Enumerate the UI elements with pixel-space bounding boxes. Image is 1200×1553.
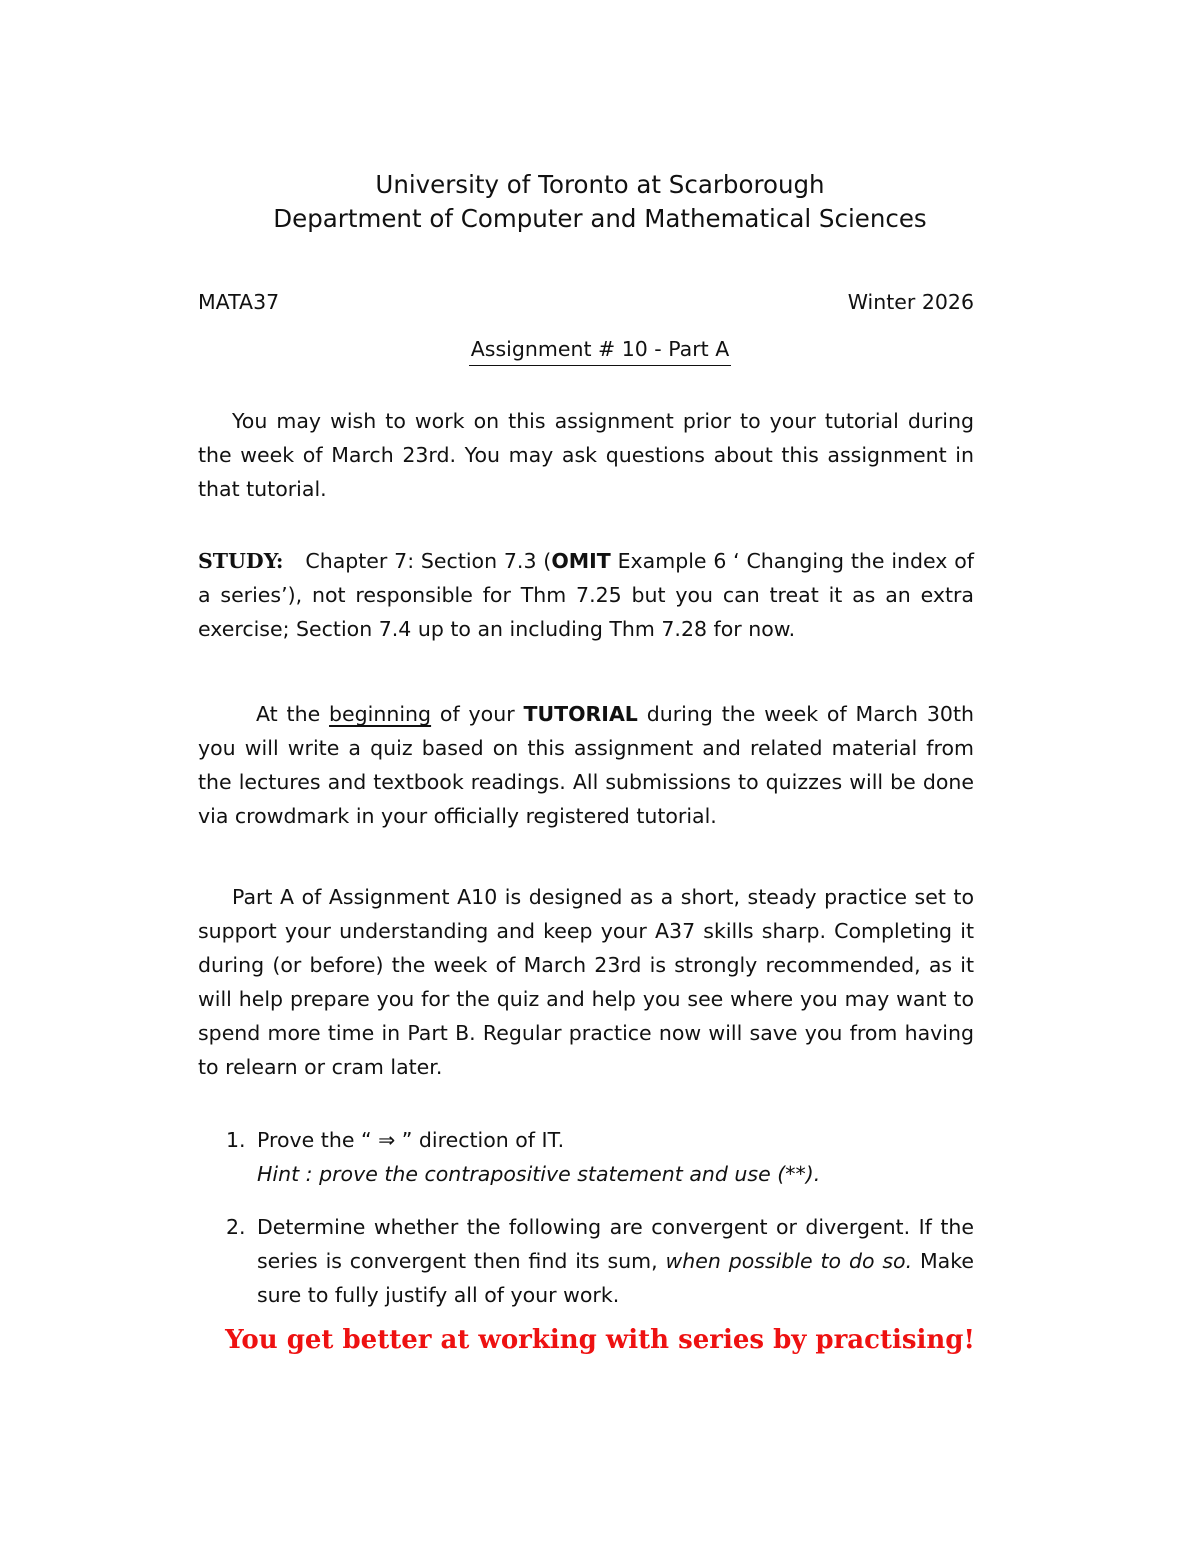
question-1-text: Prove the “ ⇒ ” direction of IT. — [257, 1128, 565, 1152]
course-row — [198, 290, 974, 314]
tutorial-text-2: of your — [431, 702, 524, 726]
study-omit: OMIT — [551, 549, 611, 573]
question-1-hint — [257, 1157, 974, 1191]
tutorial-word: TUTORIAL — [523, 702, 638, 726]
study-text-2: Example 6 ‘ Changing the index of a series’), not responsible for Thm 7.25 but you can treat it as an extra exercise; Section 7.4 up to an including Thm 7.28 for now. — [198, 549, 974, 641]
question-1 — [226, 1123, 974, 1191]
tutorial-text-3: during the week of March 30th you will write a quiz based on this assignment and related material from the lectures and textbook readings. All submissions to quizzes will be done via crowdmark in your officially registered tutorial. — [198, 702, 974, 828]
assignment-title — [0, 337, 1200, 366]
assignment-title-text: Assignment # 10 - Part A — [469, 337, 731, 366]
course-code: MATA37 — [198, 290, 280, 314]
study-text-1: Chapter 7: Section 7.3 ( — [305, 549, 552, 573]
question-2-text-1: Determine whether the following are convergent or divergent. If the series is convergent then find its sum, — [257, 1215, 974, 1273]
tutorial-text-1: At the — [256, 702, 330, 726]
department-heading: Department of Computer and Mathematical Sciences — [273, 204, 927, 233]
question-1-hint-text: prove the contrapositive statement and use (**). — [312, 1162, 821, 1186]
study-paragraph — [198, 544, 974, 646]
question-2-text-italic: when possible to do so. — [665, 1249, 913, 1273]
intro-paragraph: You may wish to work on this assignment prior to your tutorial during the week of March 23rd. You may ask questions about this assignment in that tutorial. — [198, 409, 974, 501]
tutorial-beginning: beginning — [329, 702, 432, 726]
question-1-number: 1. — [226, 1128, 246, 1152]
closing-message: You get better at working with series by practising! — [225, 1325, 975, 1355]
question-2 — [226, 1210, 974, 1312]
university-heading: University of Toronto at Scarborough — [375, 170, 825, 199]
course-term: Winter 2026 — [847, 290, 974, 314]
question-2-body — [257, 1210, 974, 1312]
question-1-hint-label: Hint : — [257, 1162, 313, 1186]
practice-paragraph: Part A of Assignment A10 is designed as a short, steady practice set to support your understanding and keep your A37 skills sharp. Completing it during (or before) the week of March 23rd is strongly recommended, as it will help prepare you for the quiz and help you see where you may want to spend more time in Part B. Regular practice now will save you from having to relearn or cram later. — [198, 885, 974, 1079]
question-2-number: 2. — [226, 1215, 246, 1239]
tutorial-paragraph — [198, 697, 974, 833]
study-label: STUDY: — [198, 549, 284, 573]
question-2-text-2: Make sure to fully justify all of your work. — [257, 1249, 974, 1307]
